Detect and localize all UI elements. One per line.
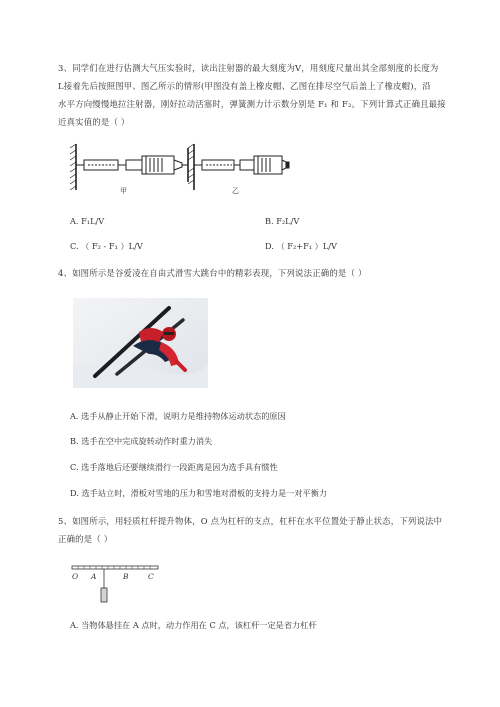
q3-option-b: B. F₂L/V: [265, 216, 300, 226]
q3-option-c: C. （ F₂ - F₁ ）L/V: [70, 241, 143, 251]
lever-label-c: C: [148, 572, 154, 581]
q3-line-4: 近真实值的是（ ）: [58, 117, 130, 127]
q5-line-1: 5、如图所示，用轻质杠杆提升物体，O 点为杠杆的支点，杠杆在水平位置处于静止状态，下列说法中: [58, 516, 443, 526]
fig-label-jia: 甲: [120, 187, 128, 195]
q3-option-a: A. F₁L/V: [70, 216, 105, 226]
q3-option-d: D. （ F₂+F₁ ）L/V: [265, 241, 337, 251]
lever-label-a: A: [91, 572, 97, 581]
lever-label-b: B: [123, 572, 129, 581]
q3-line-3: 水平方向慢慢地拉注射器，刚好拉动活塞时，弹簧测力计示数分别是 F₁ 和 F₂。下列计算式正确且最接: [58, 99, 446, 109]
q3-line-2: L接着先后按照图甲、图乙所示的情形(甲图没有盖上橡皮帽、乙图在排尽空气后盖上了橡皮帽)，沿: [58, 81, 431, 91]
q4-option-a: A. 选手从静止开始下滑，说明力是维持物体运动状态的原因: [70, 411, 286, 421]
fig-label-yi: 乙: [232, 187, 240, 195]
q4-option-b: B. 选手在空中完成旋转动作时重力消失: [70, 436, 213, 446]
q5-line-2: 正确的是（ ）: [58, 534, 113, 544]
q4-option-d: D. 选手站立时，滑板对雪地的压力和雪地对滑板的支持力是一对平衡力: [70, 488, 328, 498]
q3-line-1: 3、同学们在进行估测大气压实验时，读出注射器的最大刻度为V，用刻度尺量出其全部刻度的长度为: [58, 63, 439, 73]
syringe-figure: [70, 138, 290, 196]
q4-option-c: C. 选手落地后还要继续滑行一段距离是因为选手具有惯性: [70, 462, 278, 472]
skier-photo: [73, 298, 208, 388]
lever-figure: [70, 560, 170, 612]
lever-label-o: O: [72, 572, 79, 581]
q4-stem: 4、如图所示是谷爱凌在自由式滑雪大跳台中的精彩表现，下列说法正确的是（ ）: [58, 268, 367, 278]
q5-option-a: A. 当物体悬挂在 A 点时，动力作用在 C 点，该杠杆一定是省力杠杆: [70, 620, 317, 630]
